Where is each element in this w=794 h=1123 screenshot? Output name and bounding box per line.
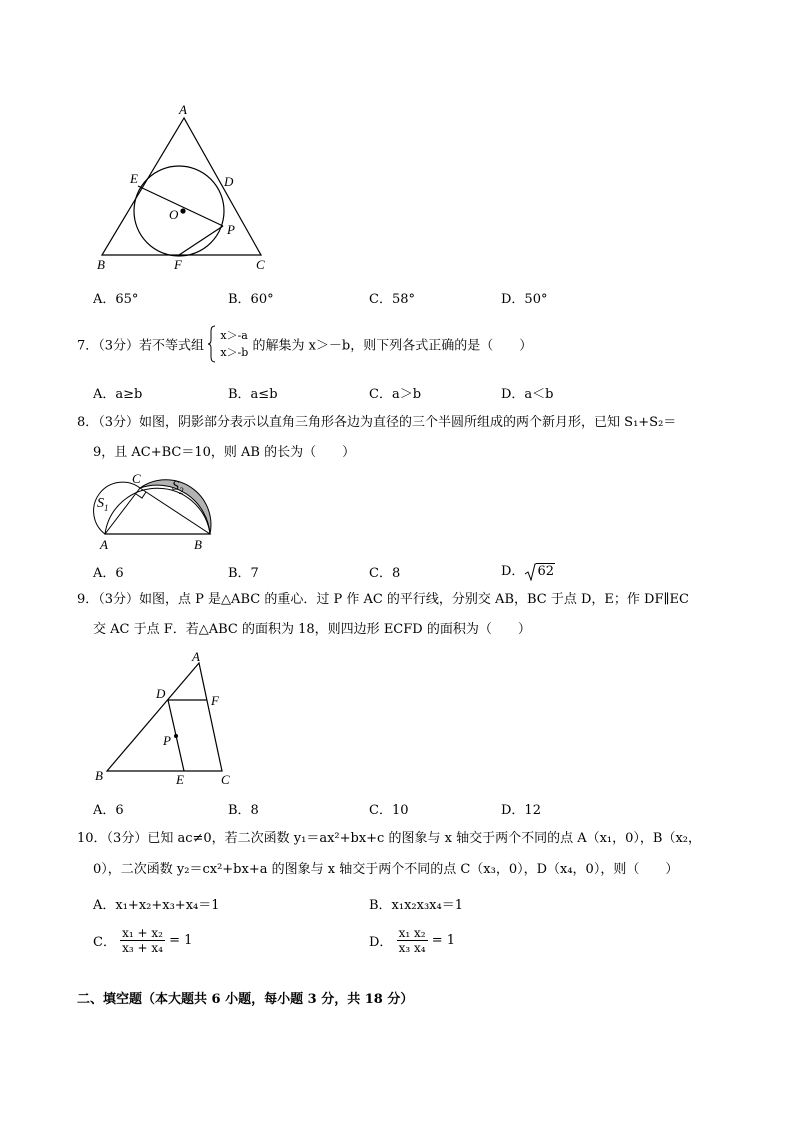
q10-option-d-fraction — [397, 926, 428, 955]
q10-option-d-label: D． — [369, 935, 393, 950]
q9-figure — [88, 645, 238, 790]
q6-option-c[interactable]: C．58° — [369, 292, 415, 307]
q8-option-d-radicand: 62 — [537, 564, 554, 579]
q9-label-E: E — [176, 772, 184, 787]
q8-label-S1: $S_1$ — [97, 496, 109, 513]
q8-line2: 9，且 AC+BC＝10，则 AB 的长为（ ） — [93, 445, 356, 460]
q10-option-c-rhs: = 1 — [169, 933, 193, 948]
q8-label-C: C — [132, 471, 141, 486]
q7-option-d[interactable]: D．a＜b — [501, 387, 554, 402]
q6-label-D: D — [224, 174, 234, 189]
q6-option-a[interactable]: A．65° — [93, 292, 139, 307]
q7-option-c[interactable]: C．a＞b — [369, 387, 422, 402]
q8-option-c[interactable]: C．8 — [369, 566, 401, 581]
q6-label-O: O — [169, 207, 179, 222]
q8-label-A: A — [100, 537, 108, 552]
q9-option-d[interactable]: D．12 — [501, 803, 541, 818]
q9-label-F: F — [211, 693, 219, 708]
q8-label-S2: $S_2$ — [172, 479, 184, 496]
q10-line2: 0），二次函数 y₂＝cx²+bx+a 的图象与 x 轴交于两个不同的点 C（x₃，0），D（x₄，0），则（ ） — [93, 862, 679, 877]
q7-option-a[interactable]: A．a≥b — [93, 387, 143, 402]
q6-label-C: C — [256, 257, 265, 272]
q6-label-P: P — [227, 222, 235, 237]
q9-label-C: C — [221, 772, 230, 787]
q10-option-c-denominator: x₃ + x₄ — [122, 941, 163, 955]
q9-option-c[interactable]: C．10 — [369, 803, 409, 818]
q9-option-a[interactable]: A．6 — [93, 803, 124, 818]
q6-label-E: E — [130, 171, 138, 186]
q10-option-d-rhs: = 1 — [431, 933, 455, 948]
q6-label-A: A — [179, 102, 187, 117]
q7-option-b[interactable]: B．a≤b — [228, 387, 278, 402]
q8-label-B: B — [194, 537, 202, 552]
q8-option-d-label: D． — [501, 564, 525, 579]
q10-option-d-numerator: x₁ x₂ — [398, 926, 426, 940]
q10-option-c-numerator: x₁ + x₂ — [122, 926, 163, 940]
q8-line1: 8．（3分）如图，阴影部分表示以直角三角形各边为直径的三个半圆所组成的两个新月形，已知 S₁+S₂＝ — [77, 415, 677, 430]
q9-label-P: P — [163, 733, 171, 748]
q9-line2: 交 AC 于点 F．若△ABC 的面积为 18，则四边形 ECFD 的面积为（ ） — [93, 622, 531, 637]
q7-prefix: 7．（3分）若不等式组 — [77, 338, 205, 354]
q9-label-D: D — [156, 686, 166, 701]
q8-option-b[interactable]: B．7 — [228, 566, 259, 581]
q6-option-b[interactable]: B．60° — [228, 292, 274, 307]
q10-option-c-fraction — [120, 926, 165, 955]
section-2-heading: 二、填空题（本大题共 6 小题，每小题 3 分，共 18 分） — [77, 992, 414, 1007]
q6-option-d[interactable]: D．50° — [501, 292, 548, 307]
q10-option-d[interactable] — [369, 926, 455, 955]
q6-label-B: B — [97, 257, 105, 272]
q8-option-d[interactable] — [501, 560, 555, 581]
q9-label-B: B — [95, 768, 103, 783]
q7-suffix: 的解集为 x＞－b，则下列各式正确的是（ ） — [252, 338, 533, 354]
q8-option-a[interactable]: A．6 — [93, 566, 124, 581]
q10-option-b[interactable]: B．x₁x₂x₃x₄＝1 — [369, 898, 463, 913]
q7-sys2: x＞-b — [220, 346, 249, 359]
q10-option-c-label: C． — [93, 935, 116, 950]
q9-line1: 9．（3分）如图，点 P 是△ABC 的重心．过 P 作 AC 的平行线，分别交 AB，BC 于点 D，E；作 DF∥EC — [77, 592, 689, 607]
q10-option-c[interactable] — [93, 926, 192, 955]
q10-option-a[interactable]: A．x₁+x₂+x₃+x₄＝1 — [93, 898, 220, 913]
q7-system — [220, 327, 248, 361]
q6-label-F: F — [174, 257, 182, 272]
q9-option-b[interactable]: B．8 — [228, 803, 259, 818]
q7-stem — [77, 325, 532, 363]
q8-figure — [88, 470, 218, 552]
sqrt-icon — [524, 563, 536, 581]
q7-brace-icon — [208, 325, 216, 363]
q6-figure — [90, 100, 280, 275]
q7-sys1: x＞-a — [220, 329, 248, 342]
q10-option-d-denominator: x₃ x₄ — [398, 941, 426, 955]
q9-label-A: A — [192, 649, 200, 664]
q10-line1: 10．（3分）已知 ac≠0，若二次函数 y₁＝ax²+bx+c 的图象与 x 轴交于两个不同的点 A（x₁，0），B（x₂， — [77, 831, 702, 846]
